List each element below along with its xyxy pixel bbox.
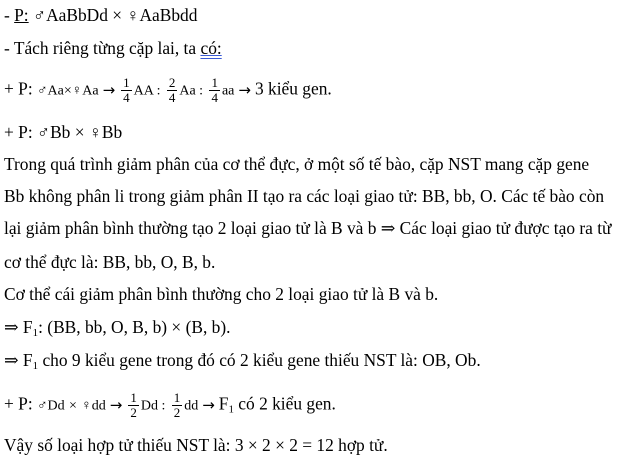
genotype-term: Aa : — [179, 83, 204, 99]
numerator: 1 — [173, 390, 181, 405]
line-cross-bb — [4, 122, 122, 142]
line-cross-dd — [4, 391, 336, 420]
male-genotype: Dd — [47, 398, 65, 414]
numerator: 1 — [130, 390, 137, 405]
cross-sign: × — [70, 122, 89, 142]
fraction — [167, 76, 178, 105]
paragraph-line: Bb không phân li trong giảm phân II tạo ra các loại giao tử: BB, bb, O. Các tế bào còn — [4, 186, 605, 206]
cross-sign: × — [69, 398, 77, 414]
female-genotype: Bb — [101, 122, 123, 142]
denominator: 2 — [173, 405, 181, 420]
f1-text: : (BB, bb, O, B, b) × (B, b). — [38, 317, 231, 337]
f1-subscript: 1 — [32, 360, 39, 372]
result-text: có 2 kiểu gen. — [233, 393, 336, 414]
male-genotype: Bb — [50, 122, 71, 142]
cross-prefix: + P: — [4, 122, 38, 142]
paragraph-line: cơ thể đực là: BB, bb, O, B, b. — [4, 252, 216, 272]
f1-text: cho 9 kiểu gene trong đó có 2 kiểu gene thiếu NST là: OB, Ob. — [38, 350, 481, 370]
denominator: 2 — [130, 405, 137, 420]
female-genotype: Aa — [82, 83, 99, 99]
denominator: 4 — [211, 90, 218, 105]
genotype-term: aa — [221, 83, 235, 99]
female-symbol-icon: ♀ — [81, 398, 92, 414]
genotype-term: AA : — [133, 83, 161, 99]
line-f1-cross — [4, 317, 231, 343]
result-text: 3 kiểu gen. — [254, 78, 332, 99]
line-female-gametes: Cơ thể cái giảm phân bình thường cho 2 loại giao tử là B và b. — [4, 284, 439, 304]
cross-prefix: + P: — [4, 78, 38, 99]
f1-label: ⇒ F — [4, 317, 33, 337]
separate-text-underlined: có: — [200, 38, 222, 58]
fraction — [121, 76, 132, 105]
f1-subscript: 1 — [228, 403, 234, 416]
female-genotype: AaBbdd — [139, 5, 198, 25]
cross-sign: × — [107, 5, 127, 25]
f1-label: ⇒ F — [4, 350, 33, 370]
line-cross-aa — [4, 76, 332, 105]
arrow-icon: → — [109, 395, 123, 414]
line-f1-result — [4, 350, 481, 376]
denominator: 4 — [123, 90, 130, 105]
fraction — [128, 391, 139, 420]
male-genotype: Aa — [47, 83, 64, 99]
genotype-term: Dd : — [140, 398, 166, 414]
female-symbol-icon: ♀ — [71, 83, 83, 99]
female-symbol-icon: ♀ — [126, 5, 140, 25]
numerator: 1 — [211, 75, 218, 90]
male-symbol-icon: ♂ — [33, 5, 47, 25]
p-label: P: — [14, 5, 29, 25]
female-symbol-icon: ♀ — [88, 122, 102, 142]
numerator: 1 — [123, 75, 130, 90]
genotype-term: dd — [184, 398, 199, 414]
fraction — [172, 391, 183, 420]
male-symbol-icon: ♂ — [37, 398, 48, 414]
line-separate-pairs — [4, 38, 222, 58]
male-symbol-icon: ♂ — [37, 83, 48, 99]
paragraph-line: Trong quá trình giảm phân của cơ thể đực, ở một số tế bào, cặp NST mang cặp gene — [4, 154, 590, 174]
male-symbol-icon: ♂ — [37, 122, 51, 142]
dash: - — [4, 5, 15, 25]
numerator: 2 — [168, 75, 176, 90]
fraction — [209, 76, 220, 105]
paragraph-line: lại giảm phân bình thường tạo 2 loại giao tử là B và b ⇒ Các loại giao tử được tạo ra từ — [4, 218, 612, 238]
f1-subscript: 1 — [32, 327, 39, 339]
female-genotype: dd — [91, 398, 106, 414]
cross-sign: × — [63, 83, 72, 99]
line-parental-cross — [4, 5, 197, 25]
arrow-icon: → — [202, 395, 215, 414]
separate-text: - Tách riêng từng cặp lai, ta — [4, 38, 201, 58]
line-conclusion: Vậy số loại hợp tử thiếu NST là: 3 × 2 × 2 = 12 hợp tử. — [4, 435, 388, 455]
arrow-icon: → — [102, 80, 116, 99]
arrow-icon: → — [238, 80, 251, 99]
male-genotype: AaBbDd — [46, 5, 108, 25]
denominator: 4 — [168, 90, 176, 105]
f1-label: F — [218, 393, 229, 414]
cross-prefix: + P: — [4, 393, 38, 414]
